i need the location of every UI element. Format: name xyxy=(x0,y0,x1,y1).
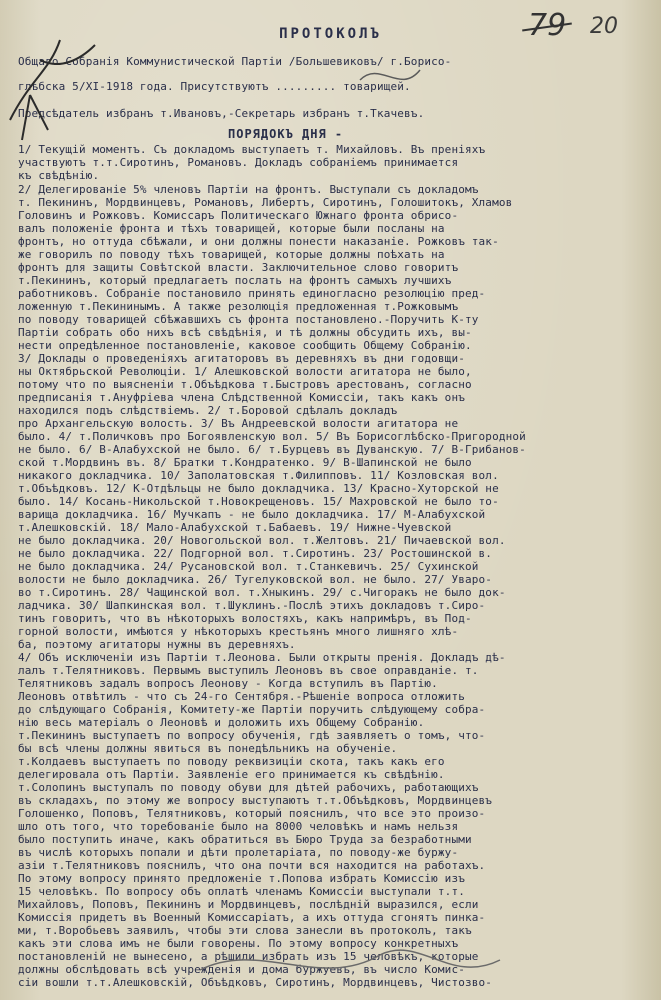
text-line: делегировала отъ Партіи. Заявленіе его принимается къ свѣдѣнію. xyxy=(18,768,445,781)
document-title: ПРОТОКОЛЪ xyxy=(279,26,382,42)
text-line: не было докладчика. 20/ Новогольской вол. т.Желтовъ. 21/ Пичаевской вол. xyxy=(18,534,506,547)
text-line: т.Пекининъ, который предлагаетъ послать на фронтъ самыхъ лучшихъ xyxy=(18,274,452,287)
text-line: какъ эти слова имъ не были говорены. По этому вопросу конкретныхъ xyxy=(18,937,459,950)
text-line: должны обслѣдовать всѣ учрежденія и дома буржуевъ, въ число Комис- xyxy=(18,963,465,976)
text-line: не было докладчика. 24/ Русановской вол. т.Станкевичъ. 25/ Сухинской xyxy=(18,560,479,573)
text-line: до слѣдующаго Собранія, Комитету-же Партіи поручить слѣдующему собра- xyxy=(18,703,486,716)
text-line: т.Солопинъ выступалъ по поводу обуви для дѣтей рабочихъ, работающихъ xyxy=(18,781,479,794)
text-line: лалъ т.Телятниковъ. Первымъ выступилъ Леоновъ въ свое оправданіе. т. xyxy=(18,664,479,677)
text-line: т.Пекининъ выступаетъ по вопросу обученія, гдѣ заявляетъ о томъ, что- xyxy=(18,729,486,742)
text-line: т. Пекининъ, Мордвинцевъ, Романовъ, Либертъ, Сиротинъ, Голошитокъ, Хламов xyxy=(18,196,513,209)
text-line: ми, т.Воробьевъ заявилъ, чтобы эти слова занесли въ протоколъ, такъ xyxy=(18,924,472,937)
text-line: нести опредѣленное постановленіе, каковое сообщить Общему Собранію. xyxy=(18,339,472,352)
text-line: къ свѣдѣнію. xyxy=(18,169,100,182)
text-line: Голошенко, Поповъ, Телятниковъ, который пояснилъ, что все это произо- xyxy=(18,807,486,820)
text-line: Партіи собрать обо нихъ всѣ свѣдѣнія, и тѣ должны обсудить ихъ, вы- xyxy=(18,326,472,339)
text-line: было. 4/ т.Поличковъ про Богоявленскую вол. 5/ Въ Борисоглѣбско-Пригородной xyxy=(18,430,526,443)
text-line: Головинъ и Рожковъ. Комиссаръ Политическаго Южнаго фронта обрисо- xyxy=(18,209,459,222)
text-line: работниковъ. Собраніе постановило принять единогласно резолюцію пред- xyxy=(18,287,486,300)
text-line: во т.Сиротинъ. 28/ Чащинской вол. т.Хныкинъ. 29/ с.Чигоракъ не было док- xyxy=(18,586,506,599)
text-line: по поводу товарищей сбѣжавшихъ съ фронта постановлено.-Поручить К-ту xyxy=(18,313,479,326)
text-line: участвуютъ т.т.Сиротинъ, Романовъ. Докладъ собраніемъ принимается xyxy=(18,156,459,169)
text-line: По этому вопросу принято предложеніе т.Попова избрать Комиссію изъ xyxy=(18,872,465,885)
agenda-heading: ПОРЯДОКЪ ДНЯ - xyxy=(228,127,344,141)
text-line: тинъ говоритъ, что въ нѣкоторыхъ волостяхъ, какъ напримѣръ, въ Под- xyxy=(18,612,472,625)
text-line: бы всѣ члены должны явиться въ понедѣльникъ на обученіе. xyxy=(18,742,398,755)
old-page-number: 79 xyxy=(528,8,567,43)
text-line: т.Колдаевъ выступаетъ по поводу реквизиціи скота, такъ какъ его xyxy=(18,755,445,768)
text-line: не было докладчика. 22/ Подгорной вол. т.Сиротинъ. 23/ Ростошинской в. xyxy=(18,547,493,560)
inline-scribble xyxy=(360,70,420,80)
text-line: горной волости, имѣются у нѣкоторыхъ крестьянъ много лишняго хлѣ- xyxy=(18,625,459,638)
text-line: глѣбска 5/XI-1918 года. Присутствуютъ ......... товарищей. xyxy=(18,80,411,93)
text-line: же говорилъ по поводу тѣхъ товарищей, которые должны поѣхать на xyxy=(18,248,445,261)
text-line: фронтъ, но оттуда сбѣжали, и они должны понести наказаніе. Рожковъ так- xyxy=(18,235,499,248)
text-line: сіи вошли т.т.Алешковскій, Объѣдковъ, Сиротинъ, Мордвинцевъ, Чистозво- xyxy=(18,976,493,989)
text-line: ны Октябрьской Революціи. 1/ Алешковской волости агитатора не было, xyxy=(18,365,472,378)
text-line: фронтъ для защиты Совѣтской власти. Заключительное слово говоритъ xyxy=(18,261,459,274)
text-line: про Архангельскую волость. 3/ Въ Андреевской волости агитатора не xyxy=(18,417,459,430)
text-line: шло отъ того, что торебованіе было на 8000 человѣкъ и намъ нельзя xyxy=(18,820,459,833)
text-line: Михайловъ, Поповъ, Пекининъ и Мордвинцевъ, послѣдній выразился, если xyxy=(18,898,479,911)
text-line: ложенную т.Пекининымъ. А также резолюція предложенная т.Рожковымъ xyxy=(18,300,459,313)
text-line: азіи т.Телятниковъ пояснилъ, что она почти вся находится на работахъ. xyxy=(18,859,486,872)
text-line: валъ положеніе фронта и тѣхъ товарищей, которые были посланы на xyxy=(18,222,445,235)
text-line: постановленій не вынесено, а рѣшили избрать изъ 15 человѣкъ, которые xyxy=(18,950,479,963)
text-line: т.Объѣдковъ. 12/ К-Отдѣльцы не было докладчика. 13/ Красно-Хуторской не xyxy=(18,482,499,495)
text-line: было. 14/ Косань-Никольской т.Новокрещеновъ. 15/ Махровской не было то- xyxy=(18,495,499,508)
text-line: варища докладчика. 16/ Мучкапъ - не было докладчика. 17/ М-Алабухской xyxy=(18,508,486,521)
text-line: Леоновъ отвѣтилъ - что съ 24-го Сентября.-Рѣшеніе вопроса отложить xyxy=(18,690,465,703)
text-line: Телятниковъ задалъ вопросъ Леонову - Когда вступилъ въ Партію. xyxy=(18,677,438,690)
text-line: ладчика. 30/ Шапкинская вол. т.Шуклинъ.-Послѣ этихъ докладовъ т.Сиро- xyxy=(18,599,486,612)
text-line: ской т.Мордвинъ въ. 8/ Братки т.Кондратенко. 9/ В-Шапинской не было xyxy=(18,456,472,469)
text-line: 1/ Текущій моментъ. Съ докладомъ выступаетъ т. Михайловъ. Въ преніяхъ xyxy=(18,143,486,156)
text-line: ба, поэтому агитаторы нужны въ деревняхъ. xyxy=(18,638,296,651)
text-line: находился подъ слѣдствіемъ. 2/ т.Боровой сдѣлалъ докладъ xyxy=(18,404,398,417)
text-line: никакого докладчика. 10/ Заполатовская т.Филипповъ. 11/ Козловская вол. xyxy=(18,469,499,482)
text-line: было поступить иначе, какъ обратиться въ Бюро Труда за безработными xyxy=(18,833,472,846)
text-line: 3/ Доклады о проведеніяхъ агитаторовъ въ деревняхъ въ дни годовщи- xyxy=(18,352,465,365)
text-line: Предсѣдатель избранъ т.Ивановъ,-Секретарь избранъ т.Ткачевъ. xyxy=(18,107,425,120)
text-line: 15 человѣкъ. По вопросу объ оплатѣ членамъ Комиссіи выступали т.т. xyxy=(18,885,465,898)
text-line: Комиссія придетъ въ Военный Комиссаріатъ, а ихъ оттуда сгонятъ пинка- xyxy=(18,911,486,924)
text-line: Общаго Собранія Коммунистической Партіи /Большевиковъ/ г.Борисо- xyxy=(18,55,452,68)
text-line: 4/ Объ исключеніи изъ Партіи т.Леонова. Были открыты пренія. Докладъ дѣ- xyxy=(18,651,506,664)
text-line: предписанія т.Ануфріева члена Слѣдственной Комиссіи, такъ какъ онъ xyxy=(18,391,465,404)
text-line: 2/ Делегированіе 5% членовъ Партіи на фронтъ. Выступали съ докладомъ xyxy=(18,183,479,196)
text-line: въ складахъ, по этому же вопросу выступаютъ т.т.Объѣдковъ, Мордвинцевъ xyxy=(18,794,493,807)
text-line: нію весь матеріалъ о Леоновѣ и доложить ихъ Общему Собранію. xyxy=(18,716,425,729)
text-line: волости не было докладчика. 26/ Тугелуковской вол. не было. 27/ Уваро- xyxy=(18,573,493,586)
text-line: т.Алешковскій. 18/ Мало-Алабухской т.Бабаевъ. 19/ Нижне-Чуевской xyxy=(18,521,452,534)
text-line: не было. 6/ В-Алабухской не было. 6/ т.Бурцевъ въ Дуванскую. 7/ В-Грибанов- xyxy=(18,443,526,456)
text-line: потому что по выясненіи т.Объѣдкова т.Быстровъ арестованъ, согласно xyxy=(18,378,472,391)
page-number: 20 xyxy=(590,14,618,39)
text-line: въ числѣ которыхъ попали и дѣти пролетаріата, по поводу-же буржу- xyxy=(18,846,459,859)
